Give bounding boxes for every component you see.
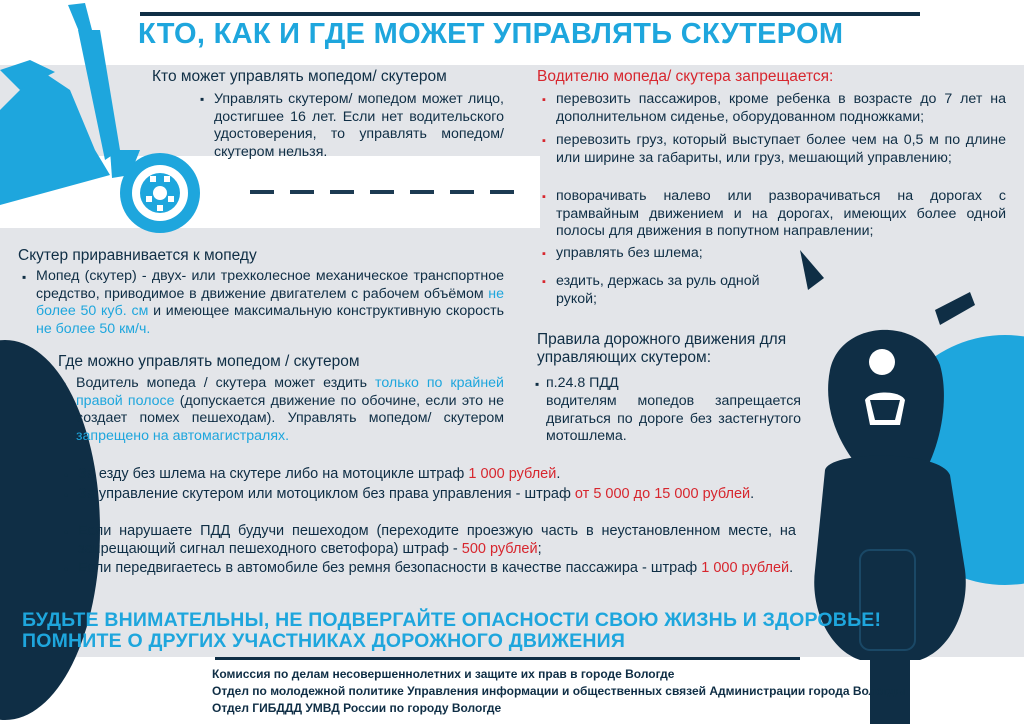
forbidden-item: управлять без шлема;	[556, 245, 703, 261]
bullet-square-icon: ▪	[542, 135, 546, 147]
bullet-square-icon: ▪	[64, 488, 69, 502]
bullet-square-icon: ▪	[542, 94, 546, 106]
fine-item: За управление скутером или мотоциклом без права управления - штраф от 5 000 до 15 000 рублей.	[78, 486, 755, 502]
who-text: Управлять скутером/ мопедом может лицо, достигшее 16 лет. Если нет водительского удостоверения, то управлять мопедом/ скутером нельзя.	[214, 91, 504, 160]
rules-label: п.24.8 ПДД	[546, 375, 619, 391]
footer-line: Отдел ГИБДДД УМВД России по городу Вологде	[212, 701, 502, 715]
bullet-square-icon: ▪	[200, 92, 205, 106]
rules-heading: Правила дорожного движения для управляющих скутером:	[537, 331, 787, 366]
road-dash	[370, 190, 394, 194]
warning-line: БУДЬТЕ ВНИМАТЕЛЬНЫ, НЕ ПОДВЕРГАЙТЕ ОПАСНОСТИ СВОЮ ЖИЗНЬ И ЗДОРОВЬЕ!	[22, 609, 882, 631]
scooter-front-icon	[800, 250, 1024, 724]
fine-item: Если передвигаетесь в автомобиле без ремня безопасности в качестве пассажира - штраф 1 000 рублей.	[78, 560, 794, 576]
road-dash	[410, 190, 434, 194]
warning-line: ПОМНИТЕ О ДРУГИХ УЧАСТНИКАХ ДОРОЖНОГО ДВИЖЕНИЯ	[22, 630, 626, 652]
bullet-square-icon: ▪	[542, 191, 546, 203]
road-dash	[290, 190, 314, 194]
road-dash	[490, 190, 514, 194]
bullet-square-icon: ▪	[542, 276, 546, 288]
equal-text: Мопед (скутер) - двух- или трехколесное механическое транспортное средство, приводимое в движение двигателем с рабочем объёмом не более 50 куб. см и имеющее максимальную конструктивную скорость не более 50 км/ч.	[36, 268, 505, 337]
bullet-square-icon: ▪	[64, 468, 69, 482]
fine-item: За езду без шлема на скутере либо на мотоцикле штраф 1 000 рублей.	[78, 466, 561, 482]
fine-item: Если нарушаете ПДД будучи пешеходом (переходите проезжую часть в неустановленном месте, на запрещающий сигнал пешеходного светофора) штраф - 500 рублей;	[78, 523, 796, 558]
forbidden-item: перевозить пассажиров, кроме ребенка в возрасте до 7 лет на дополнительном сиденье, оборудованном подножками;	[556, 91, 1006, 125]
who-heading: Кто может управлять мопедом/ скутером	[152, 68, 447, 85]
where-heading: Где можно управлять мопедом / скутером	[58, 353, 360, 370]
bullet-square-icon: ▪	[535, 377, 540, 391]
bullet-square-icon: ▪	[64, 525, 69, 539]
where-text: Водитель мопеда / скутера может ездить только по крайней правой полосе (допускается движение по обочине, если это не создает помех пешеходам). Управлять мопедом/ скутером запрещено на автомагистралях.	[76, 375, 504, 444]
page-title: КТО, КАК И ГДЕ МОЖЕТ УПРАВЛЯТЬ СКУТЕРОМ	[138, 18, 844, 50]
bullet-square-icon: ▪	[22, 270, 27, 284]
bullet-square-icon: ▪	[64, 562, 69, 576]
equal-heading: Скутер приравнивается к мопеду	[18, 247, 257, 264]
forbidden-heading: Водителю мопеда/ скутера запрещается:	[537, 68, 834, 85]
road-dash	[450, 190, 474, 194]
road-dash	[330, 190, 354, 194]
forbidden-item: поворачивать налево или разворачиваться на дорогах с трамвайным движением и на дорогах, имеющих более одной полосы для движения в попутном направлении;	[556, 188, 1006, 239]
forbidden-item: перевозить груз, который выступает более чем на 0,5 м по длине или ширине за габариты, или груз, мешающий управлению;	[556, 132, 1006, 166]
footer-line: Отдел по молодежной политике Управления информации и общественных связей Администрации города Вологды	[212, 684, 906, 698]
bullet-square-icon: ▪	[542, 248, 546, 260]
footer-rule	[215, 657, 800, 660]
rules-text: водителям мопедов запрещается двигаться по дороге без застегнутого мотошлема.	[546, 393, 801, 444]
warning-banner	[22, 610, 1022, 652]
road-dash	[250, 190, 274, 194]
title-rule	[140, 12, 920, 16]
forbidden-item: ездить, держась за руль одной рукой;	[556, 273, 760, 307]
bullet-square-icon: ▪	[62, 377, 67, 391]
footer-line: Комиссия по делам несовершеннолетних и защите их прав в городе Вологде	[212, 667, 675, 681]
